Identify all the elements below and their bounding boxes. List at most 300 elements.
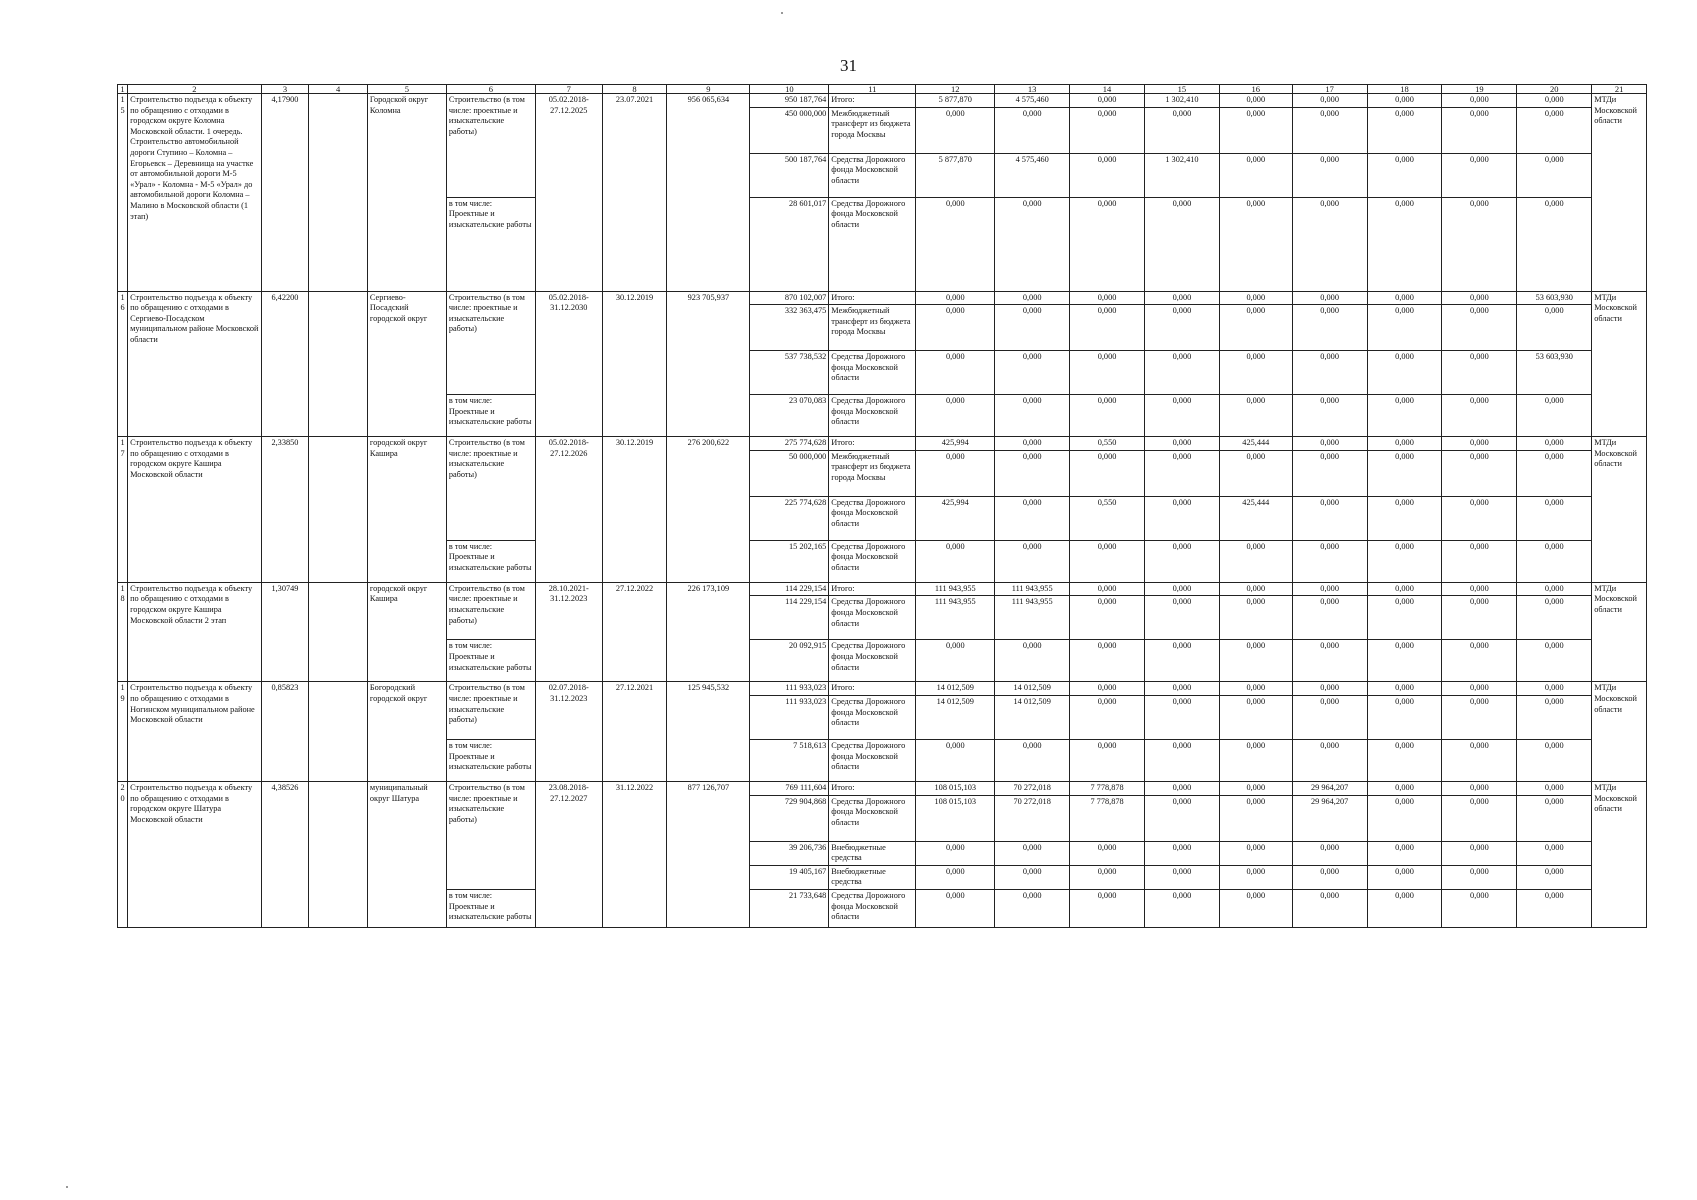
- year-amount: 4 575,460: [995, 153, 1070, 197]
- year-amount: 0,000: [1292, 889, 1367, 927]
- year-amount: 0,000: [1517, 739, 1592, 781]
- total-cost: 956 065,634: [667, 94, 750, 292]
- column-number: 11: [829, 85, 916, 94]
- year-amount: 0,000: [1144, 291, 1219, 305]
- object-length: 2,33850: [261, 437, 309, 583]
- object-length: 0,85823: [261, 682, 309, 782]
- location: Городской округ Коломна: [367, 94, 446, 292]
- year-amount: 0,000: [916, 450, 995, 496]
- object-length: 6,42200: [261, 291, 309, 437]
- commissioning-date: 27.12.2021: [602, 682, 667, 782]
- year-amount: 0,000: [916, 305, 995, 351]
- year-amount: 0,000: [1442, 94, 1517, 108]
- year-amount: 0,000: [1219, 889, 1292, 927]
- commissioning-date: 31.12.2022: [602, 781, 667, 927]
- empty-cell: [309, 682, 368, 782]
- year-amount: 0,000: [1442, 395, 1517, 437]
- row-number: 15: [118, 94, 128, 292]
- column-number: 16: [1219, 85, 1292, 94]
- customer: МТДи Московской области: [1592, 94, 1647, 292]
- year-amount: 0,000: [995, 437, 1070, 451]
- customer: МТДи Московской области: [1592, 582, 1647, 682]
- year-amount: 0,000: [1219, 351, 1292, 395]
- row-number: 18: [118, 582, 128, 682]
- year-amount: 0,000: [1219, 197, 1292, 291]
- object-name: Строительство подъезда к объекту по обращению с отходами в городском округе Кашира Московской области: [128, 437, 262, 583]
- commissioning-date: 30.12.2019: [602, 437, 667, 583]
- financing-source: Внебюджетные средства: [829, 841, 916, 865]
- work-period: 28.10.2021-31.12.2023: [535, 582, 602, 682]
- year-amount: 0,000: [1367, 153, 1442, 197]
- column-number: 14: [1070, 85, 1145, 94]
- year-amount: 425,994: [916, 496, 995, 540]
- work-type-sub: в том числе: Проектные и изыскательские работы: [446, 540, 535, 582]
- work-type-sub: в том числе: Проектные и изыскательские работы: [446, 640, 535, 682]
- year-amount: 7 778,878: [1070, 795, 1145, 841]
- year-amount: 0,000: [1292, 496, 1367, 540]
- year-amount: 0,000: [1144, 795, 1219, 841]
- work-type-sub: в том числе: Проектные и изыскательские работы: [446, 889, 535, 927]
- year-amount: 0,000: [1367, 582, 1442, 596]
- column-number: 10: [750, 85, 829, 94]
- financing-source: Итого:: [829, 94, 916, 108]
- year-amount: 0,000: [1070, 305, 1145, 351]
- column-number: 9: [667, 85, 750, 94]
- year-amount: 0,000: [1292, 305, 1367, 351]
- year-amount: 0,000: [1070, 450, 1145, 496]
- year-amount: 0,000: [1292, 695, 1367, 739]
- year-amount: 0,000: [1442, 795, 1517, 841]
- year-amount: 0,000: [1442, 841, 1517, 865]
- financing-total: 729 904,868: [750, 795, 829, 841]
- location: городской округ Кашира: [367, 582, 446, 682]
- column-number: 8: [602, 85, 667, 94]
- financing-total: 537 738,532: [750, 351, 829, 395]
- year-amount: 0,000: [995, 291, 1070, 305]
- financing-total: 225 774,628: [750, 496, 829, 540]
- year-amount: 4 575,460: [995, 94, 1070, 108]
- work-type: Строительство (в том числе: проектные и изыскательские работы): [446, 94, 535, 198]
- work-period: 05.02.2018-27.12.2025: [535, 94, 602, 292]
- year-amount: 0,000: [1292, 450, 1367, 496]
- year-amount: 0,000: [1517, 496, 1592, 540]
- column-number: 17: [1292, 85, 1367, 94]
- year-amount: 0,000: [916, 351, 995, 395]
- year-amount: 0,000: [916, 291, 995, 305]
- year-amount: 0,000: [1292, 739, 1367, 781]
- year-amount: 0,000: [1442, 682, 1517, 696]
- year-amount: 0,000: [1367, 889, 1442, 927]
- year-amount: 0,000: [1292, 351, 1367, 395]
- empty-cell: [309, 94, 368, 292]
- commissioning-date: 27.12.2022: [602, 582, 667, 682]
- year-amount: 1 302,410: [1144, 153, 1219, 197]
- location: городской округ Кашира: [367, 437, 446, 583]
- row-number: 17: [118, 437, 128, 583]
- year-amount: 0,000: [1144, 695, 1219, 739]
- financing-source: Средства Дорожного фонда Московской области: [829, 739, 916, 781]
- year-amount: 111 943,955: [916, 582, 995, 596]
- year-amount: 0,000: [1292, 107, 1367, 153]
- year-amount: 0,000: [1144, 437, 1219, 451]
- empty-cell: [309, 781, 368, 927]
- year-amount: 0,000: [1292, 437, 1367, 451]
- year-amount: 0,000: [1517, 682, 1592, 696]
- financing-total: 450 000,000: [750, 107, 829, 153]
- year-amount: 0,000: [1517, 889, 1592, 927]
- year-amount: 0,000: [1219, 682, 1292, 696]
- year-amount: 0,000: [1367, 450, 1442, 496]
- year-amount: 0,000: [916, 640, 995, 682]
- work-type-sub: в том числе: Проектные и изыскательские работы: [446, 739, 535, 781]
- year-amount: 0,000: [1070, 695, 1145, 739]
- financing-source: Средства Дорожного фонда Московской области: [829, 197, 916, 291]
- year-amount: 0,000: [1442, 582, 1517, 596]
- work-type: Строительство (в том числе: проектные и изыскательские работы): [446, 582, 535, 640]
- year-amount: 0,000: [1144, 197, 1219, 291]
- year-amount: 0,000: [1144, 582, 1219, 596]
- financing-total: 950 187,764: [750, 94, 829, 108]
- financing-source: Внебюджетные средства: [829, 865, 916, 889]
- year-amount: 0,000: [1517, 640, 1592, 682]
- year-amount: 0,000: [1292, 865, 1367, 889]
- year-amount: 14 012,509: [916, 682, 995, 696]
- financing-source: Средства Дорожного фонда Московской области: [829, 540, 916, 582]
- year-amount: 0,000: [1367, 640, 1442, 682]
- year-amount: 5 877,870: [916, 153, 995, 197]
- financing-source: Межбюджетный трансферт из бюджета города Москвы: [829, 107, 916, 153]
- customer: МТДи Московской области: [1592, 781, 1647, 927]
- year-amount: 0,000: [1219, 795, 1292, 841]
- year-amount: 29 964,207: [1292, 795, 1367, 841]
- year-amount: 0,000: [1292, 291, 1367, 305]
- year-amount: 0,000: [1070, 395, 1145, 437]
- total-cost: 276 200,622: [667, 437, 750, 583]
- year-amount: 0,000: [1219, 582, 1292, 596]
- year-amount: 0,000: [1367, 496, 1442, 540]
- year-amount: 0,000: [1517, 94, 1592, 108]
- year-amount: 0,000: [1517, 582, 1592, 596]
- table-row: [118, 781, 1647, 795]
- year-amount: 111 943,955: [995, 582, 1070, 596]
- year-amount: 0,000: [1070, 865, 1145, 889]
- year-amount: 0,000: [1070, 739, 1145, 781]
- column-number: 15: [1144, 85, 1219, 94]
- customer: МТДи Московской области: [1592, 682, 1647, 782]
- column-number: 19: [1442, 85, 1517, 94]
- year-amount: 0,000: [1070, 640, 1145, 682]
- financing-source: Средства Дорожного фонда Московской области: [829, 496, 916, 540]
- work-type: Строительство (в том числе: проектные и изыскательские работы): [446, 291, 535, 395]
- year-amount: 0,000: [1219, 395, 1292, 437]
- row-number: 20: [118, 781, 128, 927]
- location: Сергиево-Посадский городской округ: [367, 291, 446, 437]
- year-amount: 0,000: [1070, 351, 1145, 395]
- investment-program-table: [117, 84, 1647, 928]
- year-amount: 0,000: [1070, 107, 1145, 153]
- column-number: 18: [1367, 85, 1442, 94]
- year-amount: 1 302,410: [1144, 94, 1219, 108]
- year-amount: 0,000: [1144, 865, 1219, 889]
- table-body: [118, 85, 1647, 928]
- work-period: 05.02.2018-27.12.2026: [535, 437, 602, 583]
- year-amount: 0,000: [1367, 540, 1442, 582]
- year-amount: 0,000: [1517, 153, 1592, 197]
- year-amount: 0,000: [1292, 640, 1367, 682]
- year-amount: 0,000: [1517, 596, 1592, 640]
- page-number: 31: [840, 56, 857, 75]
- column-number: 6: [446, 85, 535, 94]
- year-amount: 0,000: [1367, 291, 1442, 305]
- year-amount: 53 603,930: [1517, 291, 1592, 305]
- financing-total: 114 229,154: [750, 582, 829, 596]
- work-period: 02.07.2018-31.12.2023: [535, 682, 602, 782]
- year-amount: 0,000: [1292, 841, 1367, 865]
- year-amount: 0,000: [995, 395, 1070, 437]
- year-amount: 0,000: [1367, 305, 1442, 351]
- total-cost: 923 705,937: [667, 291, 750, 437]
- financing-total: 275 774,628: [750, 437, 829, 451]
- year-amount: 0,000: [1367, 351, 1442, 395]
- year-amount: 0,000: [1517, 305, 1592, 351]
- year-amount: 0,000: [1144, 739, 1219, 781]
- customer: МТДи Московской области: [1592, 291, 1647, 437]
- year-amount: 0,000: [1367, 695, 1442, 739]
- year-amount: 0,000: [1219, 841, 1292, 865]
- financing-source: Итого:: [829, 781, 916, 795]
- financing-total: 15 202,165: [750, 540, 829, 582]
- year-amount: 0,000: [1070, 582, 1145, 596]
- year-amount: 0,000: [1292, 596, 1367, 640]
- financing-source: Итого:: [829, 582, 916, 596]
- commissioning-date: 30.12.2019: [602, 291, 667, 437]
- year-amount: 0,000: [1144, 640, 1219, 682]
- total-cost: 226 173,109: [667, 582, 750, 682]
- year-amount: 0,000: [1144, 496, 1219, 540]
- year-amount: 14 012,509: [916, 695, 995, 739]
- financing-source: Межбюджетный трансферт из бюджета города Москвы: [829, 305, 916, 351]
- financing-source: Итого:: [829, 291, 916, 305]
- year-amount: 0,000: [1144, 395, 1219, 437]
- year-amount: 0,000: [1292, 395, 1367, 437]
- column-number: 21: [1592, 85, 1647, 94]
- year-amount: 0,000: [1517, 395, 1592, 437]
- year-amount: 0,550: [1070, 496, 1145, 540]
- year-amount: 7 778,878: [1070, 781, 1145, 795]
- year-amount: 0,000: [916, 739, 995, 781]
- year-amount: 108 015,103: [916, 781, 995, 795]
- location: Богородский городской округ: [367, 682, 446, 782]
- year-amount: 425,994: [916, 437, 995, 451]
- year-amount: 0,000: [1442, 640, 1517, 682]
- commissioning-date: 23.07.2021: [602, 94, 667, 292]
- year-amount: 0,000: [1144, 540, 1219, 582]
- year-amount: 0,000: [1219, 450, 1292, 496]
- year-amount: 0,000: [995, 841, 1070, 865]
- year-amount: 0,000: [1070, 153, 1145, 197]
- year-amount: 0,000: [1442, 450, 1517, 496]
- customer: МТДи Московской области: [1592, 437, 1647, 583]
- year-amount: 0,000: [1292, 582, 1367, 596]
- column-number: 20: [1517, 85, 1592, 94]
- year-amount: 0,000: [1442, 695, 1517, 739]
- year-amount: 70 272,018: [995, 795, 1070, 841]
- financing-total: 28 601,017: [750, 197, 829, 291]
- financing-total: 19 405,167: [750, 865, 829, 889]
- year-amount: 0,000: [916, 540, 995, 582]
- year-amount: 0,000: [1144, 841, 1219, 865]
- year-amount: 0,000: [1144, 107, 1219, 153]
- financing-total: 500 187,764: [750, 153, 829, 197]
- year-amount: 0,000: [995, 197, 1070, 291]
- year-amount: 0,000: [1219, 153, 1292, 197]
- year-amount: 0,000: [995, 351, 1070, 395]
- year-amount: 0,000: [1292, 682, 1367, 696]
- financing-total: 114 229,154: [750, 596, 829, 640]
- year-amount: 0,000: [1292, 540, 1367, 582]
- year-amount: 0,000: [916, 197, 995, 291]
- year-amount: 0,000: [1442, 781, 1517, 795]
- scan-speck: [66, 1186, 68, 1188]
- row-number: 19: [118, 682, 128, 782]
- financing-source: Средства Дорожного фонда Московской области: [829, 351, 916, 395]
- scan-speck: [781, 12, 783, 14]
- year-amount: 0,000: [1070, 540, 1145, 582]
- year-amount: 0,000: [995, 540, 1070, 582]
- financing-source: Межбюджетный трансферт из бюджета города Москвы: [829, 450, 916, 496]
- object-length: 1,30749: [261, 582, 309, 682]
- year-amount: 0,000: [1517, 197, 1592, 291]
- year-amount: 0,000: [1144, 889, 1219, 927]
- year-amount: 14 012,509: [995, 682, 1070, 696]
- year-amount: 0,000: [1144, 305, 1219, 351]
- year-amount: 0,000: [995, 889, 1070, 927]
- table-row: [118, 682, 1647, 696]
- financing-total: 111 933,023: [750, 695, 829, 739]
- year-amount: 0,000: [1517, 781, 1592, 795]
- column-number: 1: [118, 85, 128, 94]
- year-amount: 0,000: [1517, 107, 1592, 153]
- year-amount: 111 943,955: [995, 596, 1070, 640]
- year-amount: 0,000: [1442, 351, 1517, 395]
- financing-total: 50 000,000: [750, 450, 829, 496]
- empty-cell: [309, 437, 368, 583]
- object-length: 4,17900: [261, 94, 309, 292]
- year-amount: 0,000: [1442, 596, 1517, 640]
- year-amount: 0,000: [1292, 197, 1367, 291]
- year-amount: 0,000: [1219, 305, 1292, 351]
- financing-total: 39 206,736: [750, 841, 829, 865]
- total-cost: 125 945,532: [667, 682, 750, 782]
- financing-source: Средства Дорожного фонда Московской области: [829, 889, 916, 927]
- year-amount: 0,000: [1367, 437, 1442, 451]
- year-amount: 0,000: [1442, 865, 1517, 889]
- financing-source: Средства Дорожного фонда Московской области: [829, 596, 916, 640]
- work-type-sub: в том числе: Проектные и изыскательские работы: [446, 395, 535, 437]
- year-amount: 0,000: [1144, 781, 1219, 795]
- year-amount: 0,000: [916, 841, 995, 865]
- year-amount: 0,000: [1442, 305, 1517, 351]
- year-amount: 0,000: [1219, 107, 1292, 153]
- year-amount: 0,000: [1517, 450, 1592, 496]
- column-number-row: [118, 85, 1647, 94]
- financing-source: Средства Дорожного фонда Московской области: [829, 795, 916, 841]
- financing-total: 21 733,648: [750, 889, 829, 927]
- year-amount: 0,000: [1292, 153, 1367, 197]
- financing-total: 23 070,083: [750, 395, 829, 437]
- year-amount: 0,000: [916, 889, 995, 927]
- year-amount: 0,000: [1292, 94, 1367, 108]
- year-amount: 0,000: [916, 107, 995, 153]
- year-amount: 0,000: [1442, 153, 1517, 197]
- financing-total: 7 518,613: [750, 739, 829, 781]
- year-amount: 108 015,103: [916, 795, 995, 841]
- table-row: [118, 582, 1647, 596]
- work-type: Строительство (в том числе: проектные и изыскательские работы): [446, 437, 535, 541]
- financing-source: Средства Дорожного фонда Московской области: [829, 153, 916, 197]
- year-amount: 0,000: [1070, 682, 1145, 696]
- year-amount: 0,000: [1070, 197, 1145, 291]
- year-amount: 0,000: [1144, 351, 1219, 395]
- year-amount: 0,000: [1219, 94, 1292, 108]
- year-amount: 425,444: [1219, 496, 1292, 540]
- year-amount: 0,000: [1367, 107, 1442, 153]
- year-amount: 0,000: [1442, 889, 1517, 927]
- table-row: [118, 94, 1647, 108]
- year-amount: 0,000: [1367, 197, 1442, 291]
- work-period: 23.08.2018-27.12.2027: [535, 781, 602, 927]
- column-number: 3: [261, 85, 309, 94]
- year-amount: 0,000: [916, 865, 995, 889]
- year-amount: 0,000: [1367, 682, 1442, 696]
- year-amount: 0,000: [1517, 540, 1592, 582]
- year-amount: 0,000: [916, 395, 995, 437]
- object-name: Строительство подъезда к объекту по обращению с отходами в городском округе Кашира Московской области 2 этап: [128, 582, 262, 682]
- year-amount: 0,000: [1442, 197, 1517, 291]
- year-amount: 0,000: [1219, 291, 1292, 305]
- year-amount: 0,000: [1070, 596, 1145, 640]
- financing-source: Итого:: [829, 682, 916, 696]
- work-type: Строительство (в том числе: проектные и изыскательские работы): [446, 781, 535, 889]
- year-amount: 70 272,018: [995, 781, 1070, 795]
- year-amount: 111 943,955: [916, 596, 995, 640]
- year-amount: 0,000: [995, 496, 1070, 540]
- year-amount: 0,000: [1219, 739, 1292, 781]
- column-number: 4: [309, 85, 368, 94]
- year-amount: 0,000: [1517, 865, 1592, 889]
- object-length: 4,38526: [261, 781, 309, 927]
- year-amount: 0,000: [995, 450, 1070, 496]
- financing-total: 111 933,023: [750, 682, 829, 696]
- empty-cell: [309, 582, 368, 682]
- location: муниципальный округ Шатура: [367, 781, 446, 927]
- year-amount: 0,000: [1367, 781, 1442, 795]
- financing-source: Итого:: [829, 437, 916, 451]
- year-amount: 0,000: [1219, 865, 1292, 889]
- year-amount: 53 603,930: [1517, 351, 1592, 395]
- year-amount: 0,000: [1442, 291, 1517, 305]
- year-amount: 0,000: [1070, 889, 1145, 927]
- year-amount: 0,000: [1219, 596, 1292, 640]
- year-amount: 0,000: [1442, 739, 1517, 781]
- financing-source: Средства Дорожного фонда Московской области: [829, 640, 916, 682]
- financing-source: Средства Дорожного фонда Московской области: [829, 395, 916, 437]
- year-amount: 425,444: [1219, 437, 1292, 451]
- work-type-sub: в том числе: Проектные и изыскательские работы: [446, 197, 535, 291]
- year-amount: 0,000: [1144, 596, 1219, 640]
- year-amount: 0,000: [1517, 795, 1592, 841]
- year-amount: 0,000: [1219, 781, 1292, 795]
